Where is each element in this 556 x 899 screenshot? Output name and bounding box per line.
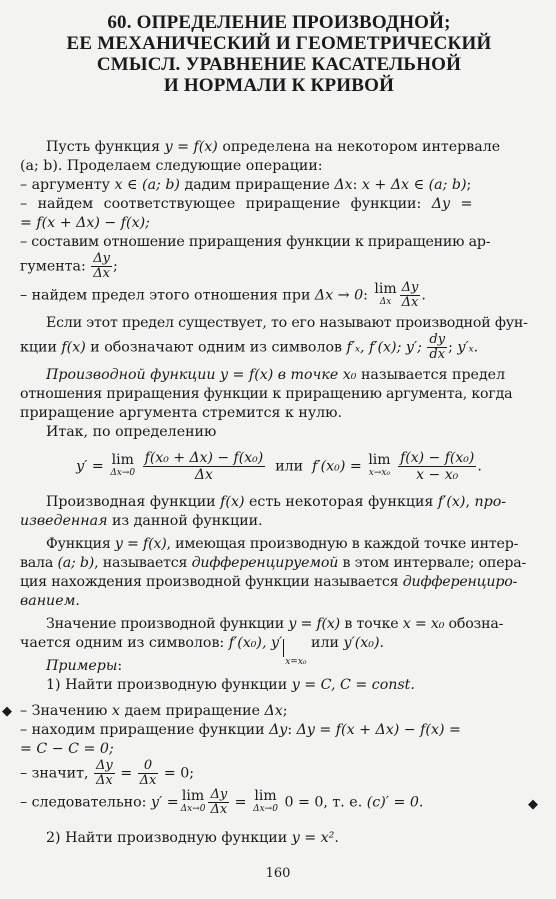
solution-step-2: – находим приращение функции Δy: Δy = f(x + Δx) − f(x) = [20, 722, 461, 738]
limit-operator: lim Δx→0 [253, 787, 278, 814]
intro-paragraph-cont: (a; b). Проделаем следующие операции: [20, 158, 323, 174]
definition-symbols: кции f(x) и обозначают одним из символов f′ₓ, f′(x); y′; $\frac{dy}{dx}$ ; y′ₓ. [20, 332, 479, 362]
diamond-icon: ◆ [2, 704, 12, 719]
derivative-definition-end: приращение аргумента стремится к нулю. [20, 405, 343, 421]
fraction-dy-dx: $\frac{\Delta y}{\Delta x}$ [93, 251, 110, 281]
diamond-icon: ◆ [528, 797, 538, 812]
derivative-definition: Производной функции y = f(x) в точке x₀ называется предел [46, 367, 506, 383]
differentiable-cont: вала (a; b), называется дифференцируемой в этом интервале; опера- [20, 555, 527, 571]
derivative-definition-cont: отношения приращения функции к приращению аргумента, когда [20, 386, 513, 402]
example-1: 1) Найти производную функции y = C, C = const. [46, 677, 415, 693]
definition-paragraph: Если этот предел существует, то его называют производной фун- [46, 315, 528, 331]
derived-function-paragraph: Производная функции f(x) есть некоторая функция f′(x), про- [46, 494, 507, 510]
derived-function-cont: изведенная из данной функции. [20, 513, 263, 529]
title-line-3: СМЫСЛ. УРАВНЕНИЕ КАСАТЕЛЬНОЙ [96, 54, 462, 75]
page-number: 160 [265, 866, 291, 881]
section-title [20, 0, 538, 96]
step-2-cont: = f(x + Δx) − f(x); [20, 215, 150, 231]
limit-operator: lim x→x₀ [368, 451, 391, 478]
point-value-symbols: чается одним из символов: f′(x₀), $y'_{x=x_0}$ или y′(x₀). [20, 635, 385, 667]
differentiation-term: ция нахождения производной функции называется дифференциро- [20, 574, 518, 590]
title-line-1: 60. ОПРЕДЕЛЕНИЕ ПРОИЗВОДНОЙ; [107, 12, 451, 33]
differentiation-term-end: ванием. [20, 593, 80, 609]
step-1: – аргументу x ∈ (a; b) дадим приращение Δx: x + Δx ∈ (a; b); [20, 177, 472, 193]
examples-heading: Примеры: [46, 658, 123, 674]
fraction-dy-dx-leibniz: $\frac{dy}{dx}$ [429, 332, 446, 362]
example-1-solution [2, 702, 538, 817]
fraction-dy-dx: $\frac{\Delta y}{\Delta x}$ [401, 280, 419, 310]
solution-step-4: – следовательно: y′ = lim Δx→0 $\frac{\Delta y}{\Delta x}$ = lim Δx→0 0 = 0, т. е. (c)′ = 0. ◆ [20, 787, 538, 817]
intro-paragraph: Пусть функция y = f(x) определена на некотором интервале [46, 139, 501, 155]
limit-operator: lim Δx [374, 280, 397, 307]
solution-step-2-cont: = C − C = 0; [20, 741, 114, 757]
fraction-zero-dx: $\frac{0}{\Delta x}$ [139, 758, 157, 788]
title-line-4: И НОРМАЛИ К КРИВОЙ [163, 75, 395, 96]
fraction-dy-dx: $\frac{\Delta y}{\Delta x}$ [95, 758, 113, 788]
evaluation-bar: x=x₀ [283, 639, 306, 657]
section-body [2, 138, 538, 848]
difference-quotient-2: $\frac{\text{f(x) − f(x₀)}}{\text{x − x₀}}$ [400, 450, 475, 483]
fraction-dy-dx: $\frac{\Delta y}{\Delta x}$ [210, 787, 228, 817]
step-3: – составим отношение приращения функции к приращению ар- [20, 234, 491, 250]
step-2: – найдем соответствующее приращение функции: Δy = [20, 196, 473, 212]
point-value-paragraph: Значение производной функции y = f(x) в точке x = x₀ обозна- [46, 616, 504, 632]
step-3-cont: гумента: $\frac{\Delta y}{\Delta x}$ ; [20, 251, 118, 281]
solution-step-1: – Значению x даем приращение Δx; [20, 703, 288, 719]
example-2: 2) Найти производную функции y = x². [46, 830, 339, 846]
limit-operator: lim Δx→0 [110, 451, 136, 478]
limit-operator: lim Δx→0 [180, 787, 206, 814]
differentiable-paragraph: Функция y = f(x), имеющая производную в каждой точке интер- [46, 536, 519, 552]
solution-step-3: – значит, $\frac{\Delta y}{\Delta x}$ = $\frac{0}{\Delta x}$ = 0; [20, 758, 195, 788]
derivative-formula: y′ = lim Δx→0 $\frac{\text{f(x₀ + Δx) − f(x₀)}}{\Delta x}$ или f′(x₀) = lim x→x₀ $\frac{\text{f(x) − f(x₀)}}{\text{x − x₀}}$ . [76, 450, 482, 483]
title-line-2: ЕЕ МЕХАНИЧЕСКИЙ И ГЕОМЕТРИЧЕСКИЙ [66, 33, 492, 54]
step-4: – найдем предел этого отношения при Δx → 0: lim Δx $\frac{\Delta y}{\Delta x}$ . [20, 280, 426, 310]
difference-quotient: $\frac{\text{f(x₀ + Δx) − f(x₀)}}{\Delta x}$ [144, 450, 264, 483]
so-by-definition: Итак, по определению [46, 424, 217, 440]
